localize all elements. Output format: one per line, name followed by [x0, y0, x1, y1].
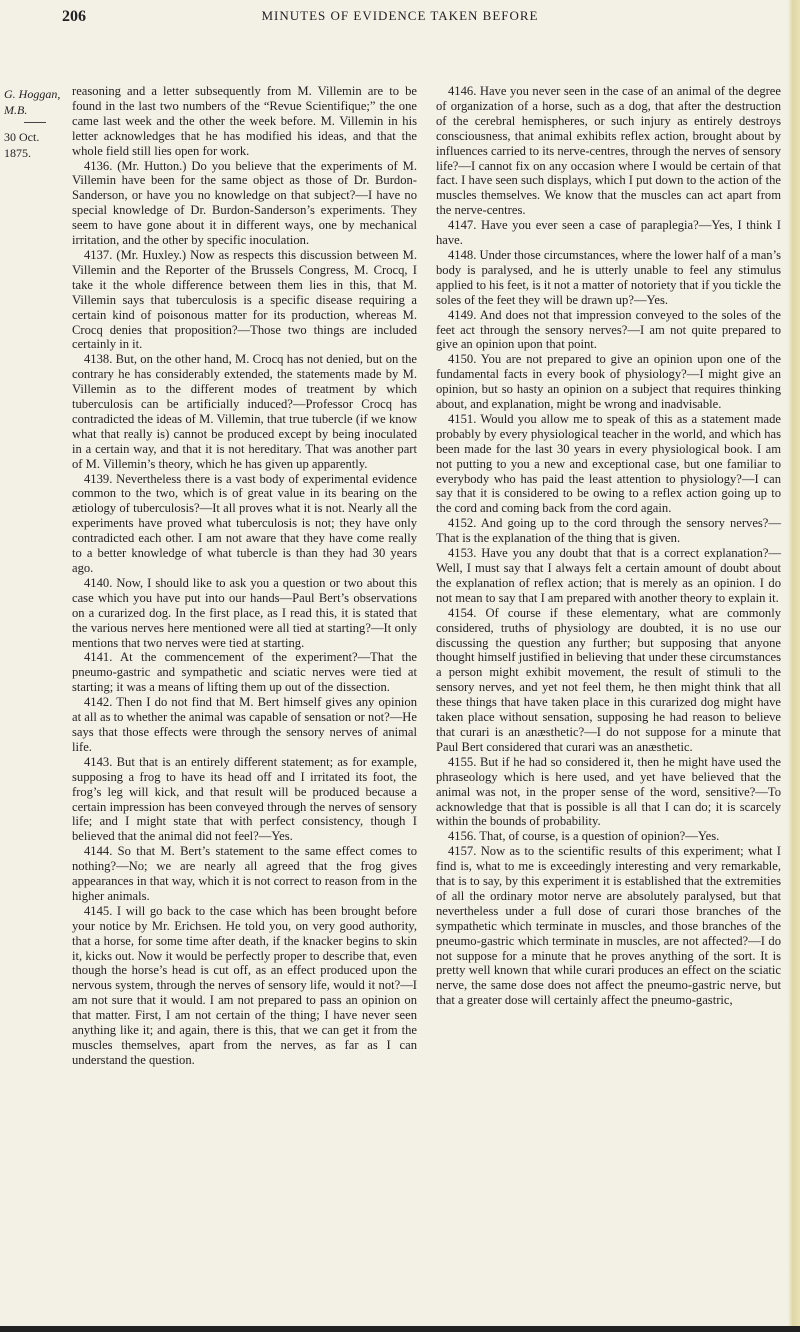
- left-column: [72, 84, 417, 1068]
- margin-rule: [24, 122, 46, 123]
- running-title: MINUTES OF EVIDENCE TAKEN BEFORE: [261, 8, 539, 23]
- right-column: [436, 84, 781, 1008]
- paragraph: 4136. (Mr. Hutton.) Do you believe that the experiments of M. Villemin have been for the same object as those of Dr. Burdon-Sanderson, or have you no knowledge on that subject?—I have no special knowledge of Dr. Burdon-Sanderson’s experiments. They seem to have gone about it in different ways, one by mechanical irritation, and the other by specific inoculation.: [72, 158, 417, 248]
- paragraph: 4143. But that is an entirely different statement; as for example, supposing a frog to have its head off and I irritated its foot, the frog’s leg will kick, and that result will be produced because a certain impression has been conveyed through the nerves of sensory life; and I might state that with perfect consistency, though I believed that the animal did not feel?—Yes.: [72, 754, 417, 844]
- paragraph: 4151. Would you allow me to speak of this as a statement made probably by every physiological teacher in the world, and which has been made for the last 30 years in every physiological book. I am not putting to you a new and exceptional case, but one familiar to everybody who has paid the least attention to physiology?—I can say that it is considered to be owing to a reflex action going up to the cord and coming back from the cord again.: [436, 411, 781, 516]
- paragraph: 4146. Have you never seen in the case of an animal of the degree of organization of a horse, such as a dog, that after the destruction of the cerebral hemispheres, or such injury as entirely destroys consciousness, that animal exhibits reflex action, brought about by influences carried to its nerve-centres, through the nerves of sensory life?—I cannot fix on any occasion where I would be certain of that fact. I have seen such displays, which I put down to the action of the muscles themselves. We know that the muscles can act apart from the nerve-centres.: [436, 84, 781, 218]
- paragraph: 4155. But if he had so considered it, then he might have used the phraseology which is here used, and yet have believed that the animal was not, in the proper sense of the word, sensitive?—To acknowledge that that is possible is all that I can do; it is scarcely within the bounds of probability.: [436, 754, 781, 829]
- paragraph: 4145. I will go back to the case which has been brought before your notice by Mr. Erichsen. He told you, on very good authority, that a horse, for some time after death, if the knacker begins to skin it, kicks out. Now it would be perfectly proper to describe that, even though the horse’s head is cut off, as an effect produced upon the nervous system, through the nerves of sensory life, would it not?—I am not sure that it would. I am not prepared to pass an opinion on that matter. First, I am not certain of the thing; I have never seen anything like it; and again, there is this, that we can get it from the muscles themselves, apart from the nerves, as far as I can understand the question.: [72, 903, 417, 1067]
- hearing-date: 30 Oct. 1875.: [4, 130, 40, 160]
- page-bottom-edge: [0, 1326, 800, 1332]
- paragraph: 4157. Now as to the scientific results of this experiment; what I find is, what to me is exceedingly interesting and very remarkable, that is to say, by this experiment it is established that the extremities of all the ordinary motor nerve are absolutely paralysed, but that nevertheless under a full dose of curari those branches of the sympathetic which terminate in muscles, and those branches of the pneumo-gastric which terminate in muscles, are not affected?—I do not suppose for a minute that he proves anything of the sort. It is pretty well known that while curari produces an effect on the sciatic nerve, the same dose does not affect the pneumo-gastric nerve, but that a greater dose will certainly affect the pneumo-gastric,: [436, 844, 781, 1008]
- page-edge-shadow: [788, 0, 800, 1332]
- paragraph: 4147. Have you ever seen a case of paraplegia?—Yes, I think I have.: [436, 218, 781, 248]
- paragraph: 4154. Of course if these elementary, what are commonly considered, truths of physiology are doubted, it is no use our discussing the question any further; but supposing that anyone thought himself justified in believing that under these circumstances a person might exhibit movement, the result of stimuli to the sensory nerves, and yet not feel them, he then might think that all these things that have taken place in this curarized dog might have taken place without sensation, supposing he had reason to believe that curari is an anæsthetic?—I do not suppose for a minute that Paul Bert considered that curari was an anæsthetic.: [436, 605, 781, 754]
- paragraph: 4156. That, of course, is a question of opinion?—Yes.: [448, 829, 720, 844]
- paragraph: 4148. Under those circumstances, where the lower half of a man’s body is paralysed, and he is utterly unable to feel any stimulus applied to his feet, is it not a matter of notoriety that if you tickle the soles of the feet they will be drawn up?—Yes.: [436, 247, 781, 307]
- paragraph: 4141. At the commencement of the experiment?—That the pneumo-gastric and sympathetic and sciatic nerves were tied at starting; it was a means of lifting them up out of the dissection.: [72, 650, 417, 695]
- page-header: [0, 6, 800, 30]
- paragraph: reasoning and a letter subsequently from M. Villemin are to be found in the last two numbers of the “Revue Scientifique;” the one came last week and the other the week before. M. Villemin in his letter acknowledges that he has modified his ideas, and that the whole field still lies open for work.: [72, 84, 417, 158]
- margin-note: [4, 86, 68, 161]
- paragraph: 4144. So that M. Bert’s statement to the same effect comes to nothing?—No; we are nearly all agreed that the frog gives appearances in that way, which it is not correct to reason from in the higher animals.: [72, 844, 417, 903]
- paragraph: 4149. And does not that impression conveyed to the soles of the feet act through the sensory nerves?—I am not quite prepared to give an opinion upon that point.: [436, 307, 781, 352]
- paragraph: 4137. (Mr. Huxley.) Now as respects this discussion between M. Villemin and the Reporter of the Brussels Congress, M. Crocq, I take it the whole difference between them lies in this, that M. Villemin says that tuberculosis is a specific disease requiring a certain kind of poisonous matter for its production, whereas M. Crocq denies that proposition?—Those two things are included certainly in it.: [72, 247, 417, 352]
- paragraph: 4150. You are not prepared to give an opinion upon one of the fundamental facts in every book of physiology?—I might give an opinion, but so hasty an opinion on a subject that requires thinking about, and explanation, might be wrong and inadvisable.: [436, 352, 781, 412]
- paragraph: 4140. Now, I should like to ask you a question or two about this case which you have put into our hands—Paul Bert’s observations on a curarized dog. In the first place, as I read this, it is stated that the various nerves here mentioned were all tied at starting?—It only mentions that two nerves were tied at starting.: [72, 575, 417, 650]
- paragraph: 4138. But, on the other hand, M. Crocq has not denied, but on the contrary he has considerably extended, the statements made by M. Villemin as to the different modes of treatment by which tuberculosis can be artificially induced?—Professor Crocq has contradicted the ideas of M. Villemin, that true tubercle (if we know what that really is) cannot be produced except by being inoculated in a certain way, and that it is not hereditary. That was another part of M. Villemin’s theory, which he has given up apparently.: [72, 352, 417, 471]
- paragraph: 4142. Then I do not find that M. Bert himself gives any opinion at all as to whether the animal was capable of sensation or not?—He says that those effects were through the sensory nerves of animal life.: [72, 695, 417, 754]
- page-number: 206: [62, 8, 86, 25]
- witness-name: G. Hoggan, M.B.: [4, 87, 61, 117]
- paragraph: 4139. Nevertheless there is a vast body of experimental evidence common to the two, which is of great value in its bearing on the ætiology of tuberculosis?—It all proves what it is not. Nearly all the experiments have proved what tuberculosis is not; they have only contradicted each other. I am not aware that they have come really to a better knowledge of what tubercle is than they had 30 years ago.: [72, 471, 417, 575]
- paragraph: 4153. Have you any doubt that that is a correct explanation?—Well, I must say that I always felt a certain amount of doubt about the explanation of reflex action; that is merely as an opinion. I do not mean to say that I am prepared with another theory to explain it.: [436, 546, 781, 605]
- paragraph: 4152. And going up to the cord through the sensory nerves?—That is the explanation of the thing that is given.: [436, 516, 781, 546]
